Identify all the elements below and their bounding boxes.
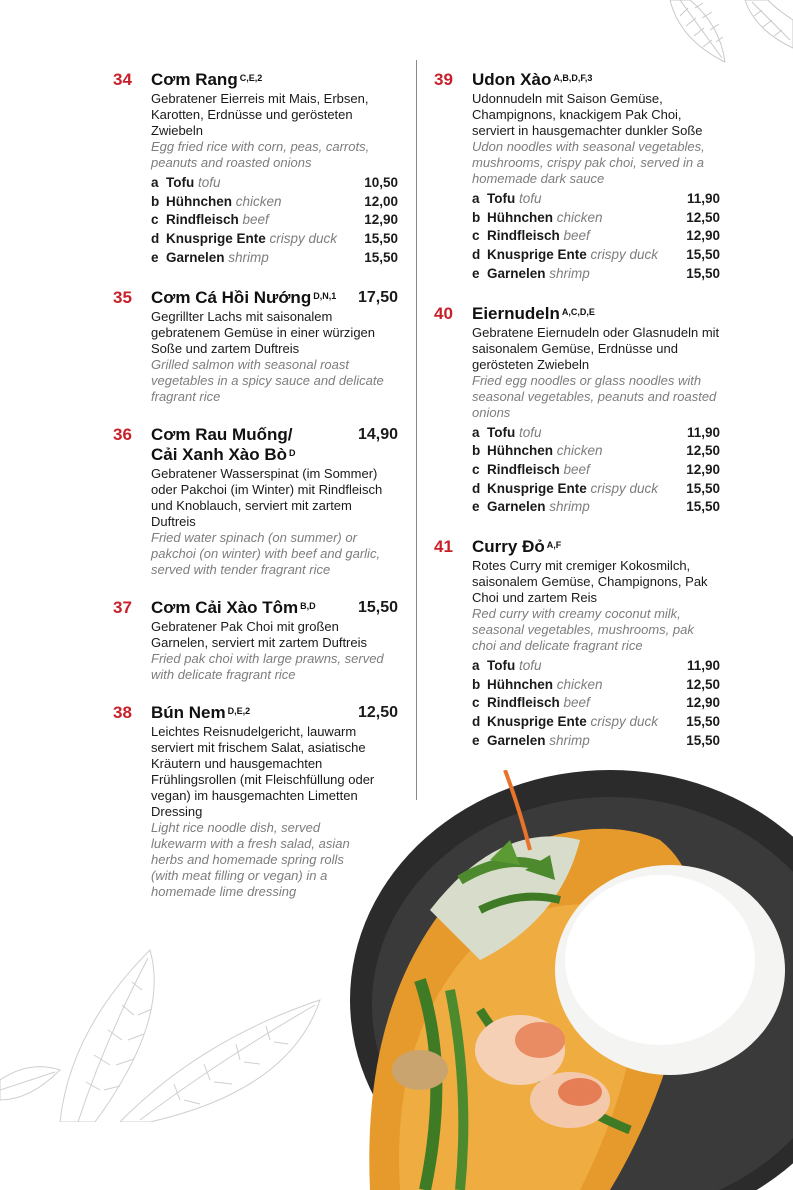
item-number: 39 [434, 70, 453, 89]
option-row: d Knusprige Ente crispy duck 15,50 [151, 230, 398, 249]
option-row: e Garnelen shrimp 15,50 [472, 498, 720, 517]
item-description-en: Red curry with creamy coconut milk, seasonal vegetables, mushrooms, pak choi and delicate fragrant rice [472, 606, 694, 654]
allergen-codes: D,E,2 [227, 705, 251, 716]
option-price: 12,50 [686, 209, 720, 225]
option-price: 15,50 [686, 499, 720, 515]
item-price: 12,50 [357, 703, 398, 721]
menu-item-36 [113, 425, 398, 578]
item-description-de: Gebratener Wasserspinat (im Sommer) oder Pakchoi (im Winter) mit Rindfleisch und Knoblauch, serviert mit zartem Duftreis [151, 465, 383, 529]
menu-item-40 [434, 304, 720, 518]
option-row: d Knusprige Ente crispy duck 15,50 [472, 246, 720, 265]
item-number: 38 [113, 702, 132, 722]
option-price: 15,50 [686, 265, 720, 281]
item-description-de: Gebratener Pak Choi mit großen Garnelen, serviert mit zartem Duftreis [151, 618, 368, 650]
item-description-en: Grilled salmon with seasonal roast vegetables in a spicy sauce and delicate fragrant rice [151, 356, 384, 404]
option-price: 11,90 [686, 191, 720, 206]
menu-item-41 [434, 537, 720, 751]
item-price: 15,50 [357, 598, 398, 616]
option-price: 12,50 [686, 676, 720, 692]
option-price: 15,50 [686, 247, 720, 263]
item-number: 41 [434, 537, 453, 557]
option-price: 15,50 [686, 732, 720, 748]
item-description-en: Fried egg noodles or glass noodles with seasonal vegetables, peanuts and roasted onions [472, 372, 717, 420]
allergen-codes: A,F [546, 540, 562, 551]
option-row: c Rindfleisch beef 12,90 [472, 461, 720, 480]
option-list [472, 657, 720, 751]
option-row: e Garnelen shrimp 15,50 [472, 265, 720, 284]
item-name: Bún Nem $^{D,E,2}$ [151, 702, 251, 722]
option-row: e Garnelen shrimp 15,50 [151, 249, 398, 268]
item-description-en: Egg fried rice with corn, peas, carrots, peanuts and roasted onions [151, 139, 370, 170]
item-name: Cơm Cá Hồi Nướng $^{D,N,1}$ [151, 287, 337, 307]
option-price: 12,90 [686, 228, 720, 244]
item-description-de: Rotes Curry mit cremiger Kokosmilch, saisonalem Gemüse, Champignons, Pak Choi und zartem Reis [472, 558, 708, 606]
item-name: Cơm Rau Muống/ Cải Xanh Xào Bò $^D$ [151, 424, 296, 464]
item-description-de: Gebratener Eierreis mit Mais, Erbsen, Karotten, Erdnüsse und gerösteten Zwiebeln [151, 91, 369, 138]
column-divider [416, 60, 417, 800]
item-description-de: Udonnudeln mit Saison Gemüse, Champignons, knackigem Pak Choi, serviert in hausgemachter dunkler Soße [472, 91, 703, 138]
item-description-en: Light rice noodle dish, served lukewarm with a fresh salad, asian herbs and homemade spring rolls (with meat filling or vegan) in a homemade lime dressing [151, 819, 350, 899]
allergen-codes: B,D [300, 600, 316, 611]
menu-item-35 [113, 288, 398, 405]
leaf-decoration-top-right [650, 0, 793, 70]
option-price: 12,90 [686, 695, 720, 711]
item-price: 14,90 [357, 425, 398, 443]
option-list [151, 174, 398, 268]
option-list [472, 424, 720, 518]
option-price: 15,50 [686, 714, 720, 730]
option-price: 11,90 [686, 424, 720, 440]
option-row: b Hühnchen chicken 12,00 [151, 193, 398, 212]
menu-item-39 [434, 70, 720, 284]
allergen-codes: C,E,2 [239, 73, 263, 83]
option-list [472, 190, 720, 284]
allergen-codes: A,C,D,E [561, 306, 595, 317]
option-price: 15,50 [686, 480, 720, 496]
option-price: 15,50 [364, 249, 398, 265]
item-name: Cơm Rang $^{C,E,2}$ [151, 70, 263, 89]
allergen-codes: D,N,1 [313, 290, 337, 301]
menu-column-right [434, 70, 720, 751]
allergen-codes: D [289, 447, 296, 458]
option-row: c Rindfleisch beef 12,90 [151, 211, 398, 230]
option-row: a Tofu tofu 11,90 [472, 190, 720, 209]
option-row: e Garnelen shrimp 15,50 [472, 732, 720, 751]
item-description-en: Udon noodles with seasonal vegetables, mushrooms, crispy pak choi, served in a homemade dark sauce [472, 139, 705, 186]
option-row: a Tofu tofu 10,50 [151, 174, 398, 193]
curry-plate-photo [330, 770, 793, 1190]
option-row: d Knusprige Ente crispy duck 15,50 [472, 480, 720, 499]
option-price: 12,50 [686, 443, 720, 459]
menu-item-34 [113, 70, 398, 268]
option-row: b Hühnchen chicken 12,50 [472, 676, 720, 695]
item-description-de: Gegrillter Lachs mit saisonalem gebratenem Gemüse in einer würzigen Soße und zartem Duftreis [151, 308, 376, 356]
item-number: 34 [113, 70, 132, 89]
item-name: Cơm Cải Xào Tôm $^{B,D}$ [151, 597, 316, 617]
item-number: 40 [434, 303, 453, 323]
allergen-codes: A,B,D,F,3 [553, 73, 593, 83]
option-row: b Hühnchen chicken 12,50 [472, 209, 720, 228]
option-row: a Tofu tofu 11,90 [472, 424, 720, 443]
menu-item-37 [113, 598, 398, 683]
option-row: b Hühnchen chicken 12,50 [472, 442, 720, 461]
item-name: Eiernudeln $^{A,C,D,E}$ [472, 303, 595, 323]
item-description-en: Fried water spinach (on summer) or pakchoi (on winter) with beef and garlic, served with tender fragrant rice [151, 529, 381, 577]
item-number: 37 [113, 597, 132, 617]
option-row: c Rindfleisch beef 12,90 [472, 227, 720, 246]
item-price: 17,50 [357, 288, 398, 306]
option-price: 12,90 [686, 461, 720, 477]
leaf-decoration-bottom-left [0, 940, 340, 1122]
item-description-de: Gebratene Eiernudeln oder Glasnudeln mit saisonalem Gemüse, Erdnüsse und gerösteten Zwiebeln [472, 324, 720, 372]
option-row: d Knusprige Ente crispy duck 15,50 [472, 713, 720, 732]
item-name: Curry Đỏ $^{A,F}$ [472, 537, 562, 557]
option-row: a Tofu tofu 11,90 [472, 657, 720, 676]
item-description-de: Leichtes Reisnudelgericht, lauwarm serviert mit frischem Salat, asiatische Kräutern und hausgemachten Frühlingsrollen (mit Fleischfüllung oder vegan) im hausgemachten Limetten Dressing [151, 723, 375, 819]
option-row: c Rindfleisch beef 12,90 [472, 694, 720, 713]
option-price: 11,90 [686, 658, 720, 674]
item-number: 35 [113, 287, 132, 307]
option-price: 10,50 [364, 175, 398, 190]
item-number: 36 [113, 424, 132, 444]
option-price: 12,00 [364, 193, 398, 209]
option-price: 12,90 [364, 212, 398, 228]
item-description-en: Fried pak choi with large prawns, served with delicate fragrant rice [151, 650, 384, 682]
item-name: Udon Xào $^{A,B,D,F,3}$ [472, 70, 593, 89]
option-price: 15,50 [364, 231, 398, 247]
